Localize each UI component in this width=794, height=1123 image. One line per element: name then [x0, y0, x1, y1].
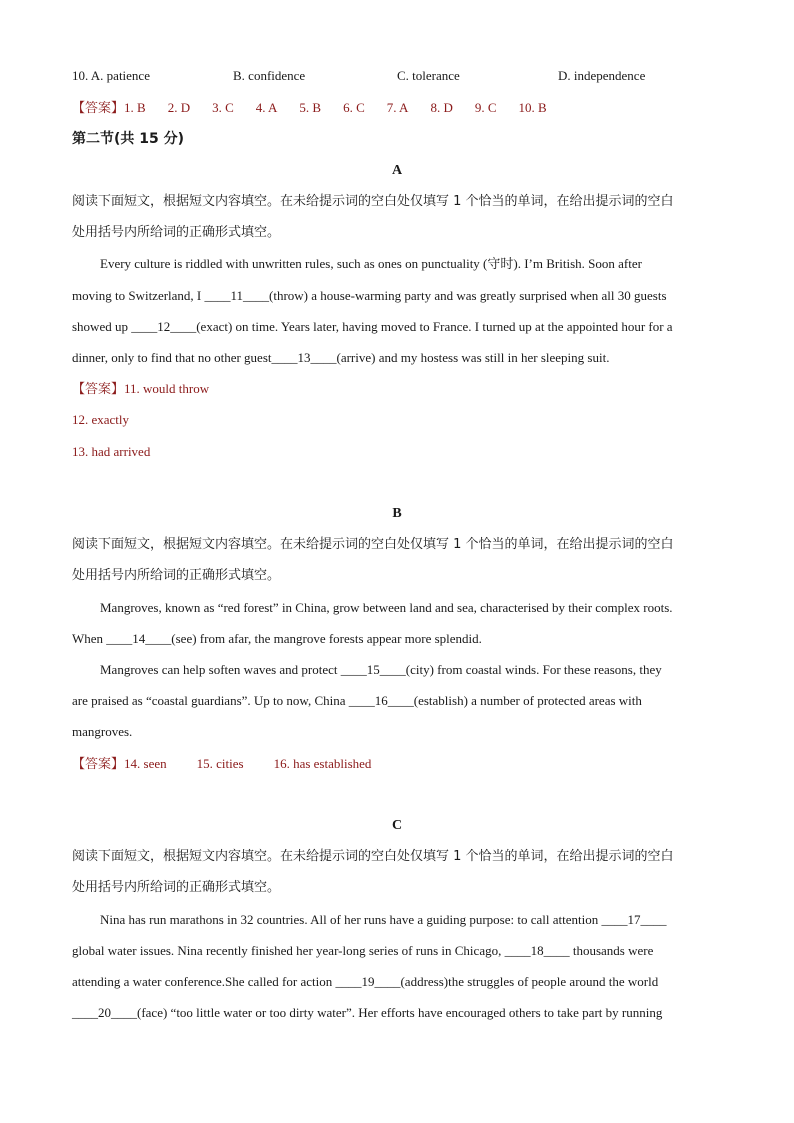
option-b: B. confidence	[233, 68, 306, 83]
section-title: 第二节(共 15 分)	[72, 131, 185, 147]
part-b-passage-line: Mangroves can help soften waves and protect ____15____(city) from coastal winds. For these reasons, they	[100, 662, 662, 677]
part-b-instruction: 阅读下面短文，根据短文内容填空。在未给提示词的空白处仅填写 1 个恰当的单词，在给出提示词的空白	[72, 537, 674, 552]
part-a-passage-line: dinner, only to find that no other guest____13____(arrive) and my hostess was still in her sleeping suit.	[72, 350, 610, 365]
option-d: D. independence	[558, 68, 646, 83]
part-c-heading: C	[391, 818, 403, 833]
part-a-answer	[72, 381, 209, 398]
part-a-answer: 12. exactly	[72, 412, 130, 427]
answer-item: 10. B	[518, 100, 547, 115]
part-b-passage-line: mangroves.	[72, 724, 133, 739]
answer-item: 3. C	[212, 100, 234, 115]
answer-item: 1. B	[124, 100, 146, 115]
part-c-passage-line: global water issues. Nina recently finished her year-long series of runs in Chicago, ____18____ thousands were	[72, 943, 654, 958]
part-a-passage-line: showed up ____12____(exact) on time. Years later, having moved to France. I turned up at the appointed hour for a	[72, 319, 673, 334]
answer-item: 8. D	[430, 100, 453, 115]
part-b-heading: B	[392, 506, 402, 521]
answer-item: 4. A	[255, 100, 278, 115]
part-a-passage-line: Every culture is riddled with unwritten rules, such as ones on punctuality (守时). I’m British. Soon after	[100, 256, 642, 271]
part-b-passage-line: are praised as “coastal guardians”. Up to now, China ____16____(establish) a number of protected areas with	[72, 693, 642, 708]
answer-item: 7. A	[386, 100, 409, 115]
answer-item: 5. B	[299, 100, 322, 115]
answer-item: 11. would throw	[124, 381, 210, 396]
part-c-passage-line: attending a water conference.She called for action ____19____(address)the struggles of people around the world	[72, 974, 659, 989]
answer-item: 6. C	[343, 100, 365, 115]
answer-label: 【答案】	[72, 382, 125, 397]
part-b-passage-line: When ____14____(see) from afar, the mangrove forests appear more splendid.	[72, 631, 482, 646]
part-b-passage-line: Mangroves, known as “red forest” in China, grow between land and sea, characterised by their complex roots.	[100, 600, 673, 615]
part-c-instruction: 阅读下面短文，根据短文内容填空。在未给提示词的空白处仅填写 1 个恰当的单词，在给出提示词的空白	[72, 849, 674, 864]
part-a-instruction: 处用括号内所给词的正确形式填空。	[72, 225, 281, 240]
option-c: C. tolerance	[397, 68, 460, 83]
part-b-answers	[72, 756, 393, 773]
part-c-passage-line: ____20____(face) “too little water or too dirty water”. Her efforts have encouraged others to take part by running	[72, 1005, 663, 1020]
part-a-heading: A	[391, 163, 403, 178]
part-c-passage-line: Nina has run marathons in 32 countries. All of her runs have a guiding purpose: to call attention ____17____	[100, 912, 667, 927]
answer-label: 【答案】	[72, 757, 125, 772]
answer-item: 14. seen	[124, 756, 167, 771]
answer-label: 【答案】	[72, 101, 125, 116]
answer-item: 9. C	[474, 100, 497, 115]
part-a-passage-line: moving to Switzerland, I ____11____(throw) a house-warming party and was greatly surprised when all 30 guests	[72, 288, 667, 303]
option-a: 10. A. patience	[72, 68, 150, 83]
part-b-instruction: 处用括号内所给词的正确形式填空。	[72, 568, 281, 583]
part-a-answer: 13. had arrived	[72, 444, 151, 459]
answers-section-1	[72, 100, 569, 117]
part-c-instruction: 处用括号内所给词的正确形式填空。	[72, 880, 281, 895]
answer-item: 16. has established	[273, 756, 372, 771]
answer-item: 15. cities	[196, 756, 244, 771]
answer-item: 2. D	[167, 100, 191, 115]
part-a-instruction: 阅读下面短文，根据短文内容填空。在未给提示词的空白处仅填写 1 个恰当的单词，在给出提示词的空白	[72, 194, 674, 209]
